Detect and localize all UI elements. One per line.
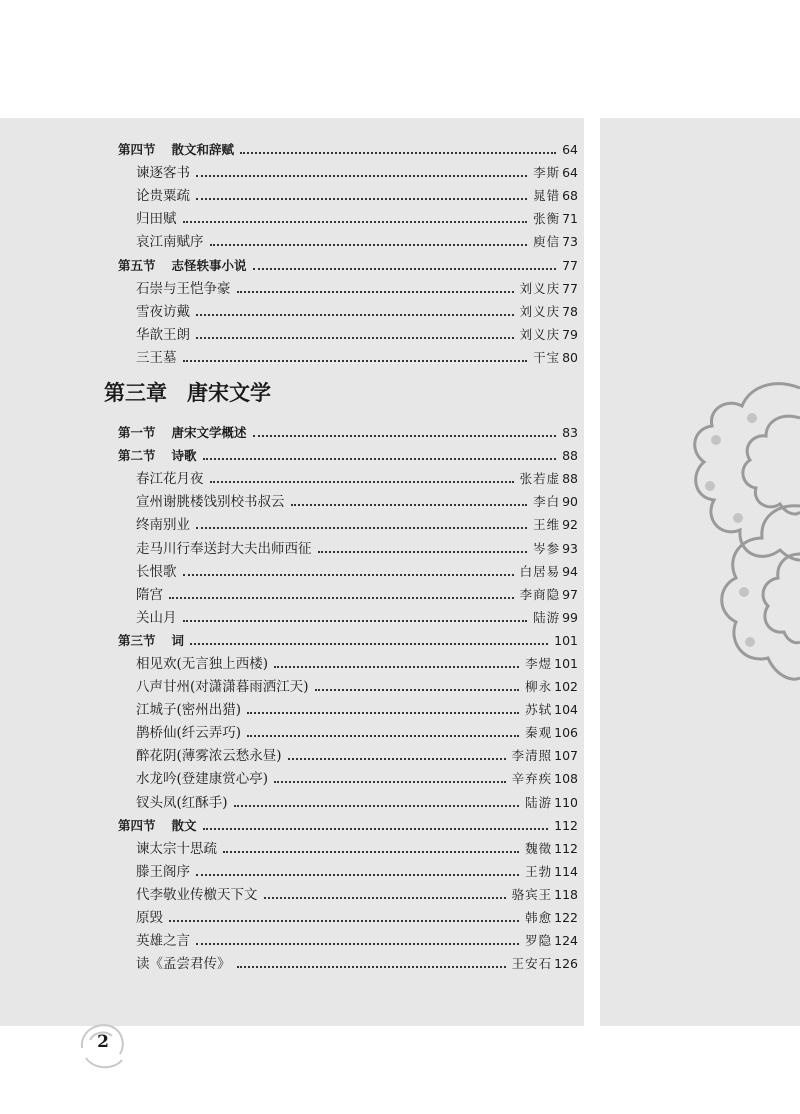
page-reference: 97 xyxy=(562,586,578,602)
page-reference: 90 xyxy=(562,494,578,510)
toc-entry-row xyxy=(100,880,578,903)
toc-section-row xyxy=(100,418,578,441)
entry-title: 长恨歌 xyxy=(136,563,177,580)
page-reference: 77 xyxy=(562,280,578,296)
leader-dots xyxy=(247,712,519,714)
leader-dots xyxy=(169,597,514,599)
section-title: 散文 xyxy=(171,817,197,833)
page-reference: 118 xyxy=(554,886,578,902)
section-label: 第二节 xyxy=(118,448,156,464)
page-reference: 64 xyxy=(562,165,578,181)
page-reference: 108 xyxy=(554,771,578,787)
page-reference: 71 xyxy=(562,211,578,227)
page-reference: 114 xyxy=(554,863,578,879)
page-number: 2 xyxy=(97,1032,109,1052)
leader-dots xyxy=(196,527,527,529)
entry-author: 晁错 xyxy=(533,188,561,204)
entry-title: 关山月 xyxy=(136,609,177,626)
entry-title: 华歆王朗 xyxy=(136,326,190,343)
toc-entry-row xyxy=(100,181,578,204)
leader-dots xyxy=(203,458,557,460)
page-reference: 106 xyxy=(554,725,578,741)
leader-dots xyxy=(203,828,549,830)
section-label: 第三节 xyxy=(118,632,156,648)
section-label: 第四节 xyxy=(118,142,156,158)
entry-author: 李清照 xyxy=(511,748,553,764)
entry-title: 钗头凤(红酥手) xyxy=(136,794,228,811)
chapter-title: 唐宋文学 xyxy=(187,379,271,405)
section-title: 唐宋文学概述 xyxy=(171,425,247,441)
toc-entry-row xyxy=(100,158,578,181)
page-reference: 126 xyxy=(554,956,578,972)
leader-dots xyxy=(253,268,557,270)
page-reference: 88 xyxy=(562,471,578,487)
toc-entry-row xyxy=(100,741,578,764)
entry-author: 庾信 xyxy=(533,234,561,250)
entry-title: 英雄之言 xyxy=(136,933,190,950)
toc-entry-row xyxy=(100,903,578,926)
entry-author: 李白 xyxy=(533,494,561,510)
toc-entry-row xyxy=(100,487,578,510)
toc-entry-row xyxy=(100,510,578,533)
toc-entry-row xyxy=(100,926,578,949)
section-title: 词 xyxy=(171,632,185,648)
leader-dots xyxy=(264,897,506,899)
toc-entry-row xyxy=(100,297,578,320)
cloud-ornament-icon xyxy=(680,378,800,688)
entry-author: 白居易 xyxy=(519,563,561,579)
entry-author: 王维 xyxy=(533,517,561,533)
page-reference: 77 xyxy=(562,257,578,273)
toc-entry-row xyxy=(100,834,578,857)
entry-title: 谏太宗十思疏 xyxy=(136,840,217,857)
page-gutter xyxy=(584,118,600,1026)
entry-title: 鹊桥仙(纤云弄巧) xyxy=(136,725,242,742)
entry-title: 宣州谢朓楼饯别校书叔云 xyxy=(136,494,285,511)
leader-dots xyxy=(183,221,528,223)
entry-title: 隋宫 xyxy=(136,586,163,603)
toc-entry-row xyxy=(100,533,578,556)
entry-author: 李斯 xyxy=(533,165,561,181)
toc-entry-row xyxy=(100,718,578,741)
toc-entry-row xyxy=(100,603,578,626)
entry-title: 相见欢(无言独上西楼) xyxy=(136,655,269,672)
entry-title: 走马川行奉送封大夫出师西征 xyxy=(136,540,312,557)
entry-author: 干宝 xyxy=(533,349,561,365)
entry-title: 哀江南赋序 xyxy=(136,234,204,251)
toc-entry-row xyxy=(100,695,578,718)
section-label: 第五节 xyxy=(118,257,156,273)
leader-dots xyxy=(210,481,514,483)
entry-title: 三王墓 xyxy=(136,349,177,366)
leader-dots xyxy=(196,874,519,876)
toc-entry-row xyxy=(100,580,578,603)
entry-title: 读《孟尝君传》 xyxy=(136,956,231,973)
entry-author: 李商隐 xyxy=(519,586,561,602)
leader-dots xyxy=(196,943,519,945)
page-reference: 110 xyxy=(554,794,578,810)
section-label: 第四节 xyxy=(118,817,156,833)
toc-entry-row xyxy=(100,557,578,580)
leader-dots xyxy=(240,152,556,154)
section-title: 散文和辞赋 xyxy=(171,142,235,158)
entry-author: 刘义庆 xyxy=(519,280,561,296)
table-of-contents xyxy=(100,135,578,972)
entry-title: 八声甘州(对潇潇暮雨洒江天) xyxy=(136,679,309,696)
page-reference: 88 xyxy=(562,448,578,464)
entry-author: 张若虚 xyxy=(519,471,561,487)
toc-entry-row xyxy=(100,672,578,695)
entry-author: 王安石 xyxy=(511,956,553,972)
entry-title: 滕王阁序 xyxy=(136,863,190,880)
entry-author: 苏轼 xyxy=(525,702,553,718)
entry-author: 刘义庆 xyxy=(519,303,561,319)
page-reference: 64 xyxy=(562,142,578,158)
page-reference: 124 xyxy=(554,933,578,949)
leader-dots xyxy=(247,735,519,737)
entry-title: 水龙吟(登建康赏心亭) xyxy=(136,771,269,788)
section-title: 志怪轶事小说 xyxy=(171,257,247,273)
leader-dots xyxy=(223,851,519,853)
leader-dots xyxy=(183,360,528,362)
section-title: 诗歌 xyxy=(171,448,197,464)
entry-title: 江城子(密州出猎) xyxy=(136,702,242,719)
leader-dots xyxy=(253,435,557,437)
page-reference: 112 xyxy=(554,840,578,856)
leader-dots xyxy=(291,504,528,506)
toc-entry-row xyxy=(100,204,578,227)
toc-entry-row xyxy=(100,764,578,787)
page-reference: 101 xyxy=(554,655,578,671)
toc-entry-row xyxy=(100,857,578,880)
entry-author: 王勃 xyxy=(525,863,553,879)
leader-dots xyxy=(196,175,527,177)
leader-dots xyxy=(190,643,548,645)
leader-dots xyxy=(183,620,528,622)
entry-author: 韩愈 xyxy=(525,910,553,925)
entry-title: 代李敬业传檄天下文 xyxy=(136,886,258,903)
section-label: 第一节 xyxy=(118,425,156,441)
chapter-label: 第三章 xyxy=(104,379,167,405)
entry-author: 秦观 xyxy=(525,725,553,741)
toc-entry-row xyxy=(100,949,578,972)
entry-title: 论贵粟疏 xyxy=(136,188,190,205)
entry-author: 罗隐 xyxy=(525,933,553,949)
entry-title: 谏逐客书 xyxy=(136,165,190,182)
leader-dots xyxy=(196,337,514,339)
toc-section-row xyxy=(100,250,578,273)
page-reference: 92 xyxy=(562,517,578,533)
toc-section-row xyxy=(100,626,578,649)
page-reference: 79 xyxy=(562,326,578,342)
page-reference: 122 xyxy=(554,910,578,925)
entry-author: 骆宾王 xyxy=(511,886,553,902)
toc-entry-row xyxy=(100,227,578,250)
leader-dots xyxy=(274,666,519,668)
page-reference: 107 xyxy=(554,748,578,764)
entry-title: 醉花阴(薄雾浓云愁永昼) xyxy=(136,748,282,765)
toc-section-row xyxy=(100,441,578,464)
toc-entry-row xyxy=(100,649,578,672)
entry-author: 陆游 xyxy=(533,609,561,625)
entry-author: 陆游 xyxy=(525,794,553,810)
entry-author: 魏徵 xyxy=(525,840,553,856)
page-reference: 68 xyxy=(562,188,578,204)
page-reference: 73 xyxy=(562,234,578,250)
entry-author: 刘义庆 xyxy=(519,326,561,342)
leader-dots xyxy=(183,574,514,576)
toc-section-row xyxy=(100,811,578,834)
leader-dots xyxy=(196,198,527,200)
entry-title: 终南别业 xyxy=(136,517,190,534)
leader-dots xyxy=(274,781,506,783)
leader-dots xyxy=(315,689,520,691)
entry-author: 柳永 xyxy=(525,679,553,695)
leader-dots xyxy=(237,966,506,968)
leader-dots xyxy=(196,314,514,316)
page-reference: 93 xyxy=(562,540,578,556)
page-reference: 99 xyxy=(562,609,578,625)
toc-entry-row xyxy=(100,787,578,810)
leader-dots xyxy=(288,758,506,760)
entry-title: 春江花月夜 xyxy=(136,471,204,488)
page-reference: 112 xyxy=(554,817,578,833)
entry-title: 雪夜访戴 xyxy=(136,303,190,320)
entry-title: 归田赋 xyxy=(136,211,177,228)
toc-entry-row xyxy=(100,274,578,297)
leader-dots xyxy=(318,551,528,553)
entry-author: 岑参 xyxy=(533,540,561,556)
page-reference: 80 xyxy=(562,349,578,365)
toc-entry-row xyxy=(100,464,578,487)
toc-entry-row xyxy=(100,320,578,343)
page-reference: 94 xyxy=(562,563,578,579)
leader-dots xyxy=(237,291,514,293)
entry-author: 李煜 xyxy=(525,655,553,671)
entry-title: 石崇与王恺争豪 xyxy=(136,280,231,297)
leader-dots xyxy=(210,244,528,246)
page-reference: 102 xyxy=(554,679,578,695)
page-reference: 78 xyxy=(562,303,578,319)
page-reference: 101 xyxy=(554,632,578,648)
entry-author: 张衡 xyxy=(533,211,561,227)
chapter-heading xyxy=(100,366,578,418)
leader-dots xyxy=(169,920,519,922)
toc-section-row xyxy=(100,135,578,158)
toc-entry-row xyxy=(100,343,578,366)
leader-dots xyxy=(234,805,520,807)
page-reference: 104 xyxy=(554,702,578,718)
page-reference: 83 xyxy=(562,425,578,441)
entry-author: 辛弃疾 xyxy=(511,771,553,787)
page-number-emblem xyxy=(76,1018,130,1072)
entry-title: 原毁 xyxy=(136,910,163,926)
